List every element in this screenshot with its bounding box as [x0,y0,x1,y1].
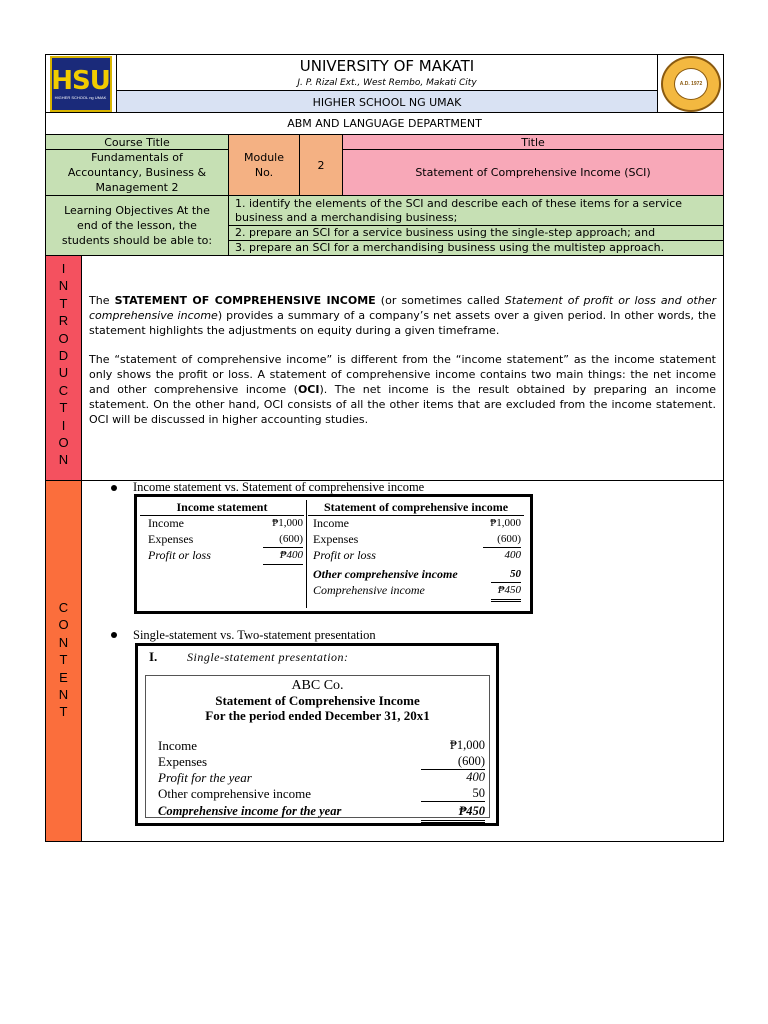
introduction-letter: U [58,365,69,381]
table-row: Other comprehensive income 50 [313,567,521,584]
course-title-label: Course Title [45,134,229,150]
umak-seal-cell [657,54,724,113]
single-period: For the period ended December 31, 20x1 [205,708,430,723]
hsu-logo [50,56,112,112]
comparison-divider [306,500,307,608]
introduction-letters [46,260,81,469]
objective-3: 3. prepare an SCI for a merchandising business using the multistep approach. [228,240,724,256]
umak-seal-year: A.D. 1972 [679,80,703,87]
content-letter: N [58,687,69,703]
compare-right-rows [313,516,521,602]
umak-seal-inner [674,68,708,100]
content-side-label [46,481,82,841]
umak-seal [661,56,721,112]
introduction-letter: N [58,452,69,468]
content-letter: T [59,652,68,668]
intro-p2-text-c: ). The net income is the result obtained by preparing an income statement. On the other hand, OCI consists of all the other items that are excluded from the income statement. OCI will be discussed in higher accounting studies. [89,383,716,426]
bullet-dot-1 [111,485,117,491]
table-row: Expenses (600) [158,753,485,769]
bullet-1-text: Income statement vs. Statement of comprehensive income [133,480,425,494]
hsu-logo-text: HSU [51,66,110,96]
compare-left-header: Income statement [140,500,304,516]
table-row: Other comprehensive income 50 [158,785,485,801]
objective-2: 2. prepare an SCI for a service business using the single-step approach; and [228,225,724,241]
module-value: 2 [299,134,343,196]
table-row: Comprehensive income for the year ₱450 [158,804,485,823]
intro-p2-text-a: The “statement of comprehensive income” is different from the “income statement” as the income statement only shows the profit or loss. A statement of comprehensive income contains two main things: the net income and other comprehensive income ( [89,353,716,396]
course-title-value: Fundamentals of Accountancy, Business & Management 2 [45,149,229,196]
intro-p1-text-c: (or sometimes called [375,294,505,307]
table-row: Profit or loss 400 [313,548,521,562]
introduction-side-label [46,256,82,480]
compare-right-header: Statement of comprehensive income [308,500,524,516]
single-statement-title: Statement of Comprehensive Income [215,693,420,708]
content-letter: C [58,600,69,615]
table-row: Profit or loss ₱400 [148,548,303,565]
content-letter: O [58,617,69,633]
content-letter: E [59,669,68,685]
content-letter: T [59,704,68,720]
introduction-letter: C [58,382,69,398]
department-bar: ABM AND LANGUAGE DEPARTMENT [45,112,724,135]
intro-paragraph-2 [89,352,716,427]
single-numeral: I. [149,649,158,664]
introduction-letter: D [58,348,69,364]
intro-p1-italic-alt-name: Statement of profit or loss and other comprehensive income [89,294,716,322]
single-company: ABC Co. [291,678,344,693]
introduction-letter: I [61,261,66,276]
introduction-letter: N [58,278,69,294]
intro-p1-bold-term: STATEMENT OF COMPREHENSIVE INCOME [114,294,376,307]
objectives-label: Learning Objectives At the end of the lesson, the students should be able to: [45,195,229,256]
module-label: Module No. [228,134,300,196]
introduction-letter: T [59,295,68,311]
title-label: Title [342,134,724,150]
table-row: Income ₱1,000 [148,516,303,530]
table-row: Expenses (600) [148,532,303,549]
university-address: J. P. Rizal Ext., West Rembo, Makati City [297,78,477,88]
introduction-letter: O [58,330,69,346]
table-row: Comprehensive income ₱450 [313,583,521,602]
single-rows [158,738,485,823]
introduction-letter: R [58,313,69,329]
introduction-letter: O [58,435,69,451]
intro-paragraph-1 [89,293,716,338]
hsu-logo-subtext: HIGHER SCHOOL ng UMAK [54,95,107,100]
content-letter: N [58,634,69,650]
title-value: Statement of Comprehensive Income (SCI) [342,149,724,196]
objective-1: 1. identify the elements of the SCI and describe each of these items for a service business and a merchandising business; [228,195,724,226]
hsu-logo-cell [45,54,117,113]
table-row: Profit for the year 400 [158,770,485,785]
bullet-dot-2 [111,632,117,638]
bullet-2-text: Single-statement vs. Two-statement presentation [133,628,376,642]
single-heading: Single-statement presentation: [187,650,349,664]
content-letters [46,599,81,721]
school-name-bar: HIGHER SCHOOL NG UMAK [117,90,657,113]
intro-p1-text-e: ) provides a summary of a company’s net assets over a given period. In other words, the statement highlights the adjustments on equity during a given timeframe. [89,309,716,337]
table-row: Income ₱1,000 [158,738,485,753]
introduction-letter: I [61,417,66,433]
compare-left-rows [148,516,303,565]
table-row: Income ₱1,000 [313,516,521,530]
university-title: UNIVERSITY OF MAKATI [299,57,475,75]
introduction-letter: T [59,400,68,416]
intro-p1-text-a: The [89,294,115,307]
intro-p2-bold-oci: OCI [297,383,320,396]
table-row: Expenses (600) [313,532,521,549]
